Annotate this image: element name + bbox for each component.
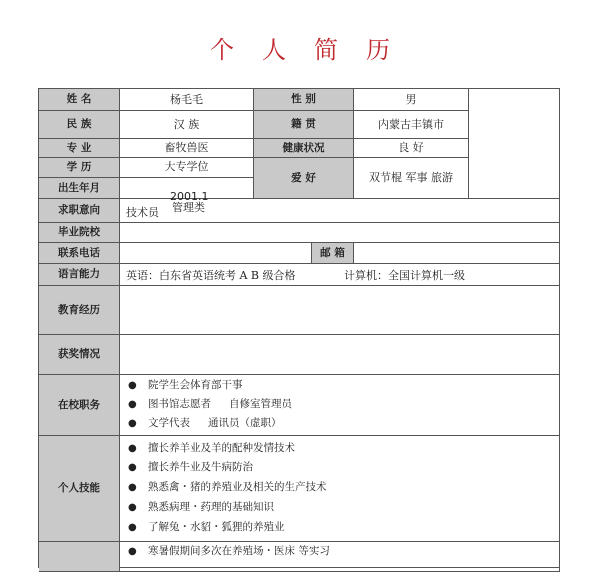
- email-label: 邮 箱: [312, 243, 354, 264]
- list-item: [128, 417, 282, 430]
- bullet-icon: ●: [128, 443, 137, 454]
- education-history-label: 教育经历: [39, 286, 120, 335]
- list-item: [128, 501, 274, 514]
- awards-value: [120, 335, 560, 375]
- list-item-text: 通讯员（虚职）: [208, 417, 282, 429]
- list-item-text: 熟悉病理・药理的基础知识: [148, 501, 274, 513]
- hometown-value: 内蒙古丰镇市: [354, 111, 469, 139]
- language-label: 语言能力: [39, 264, 120, 286]
- major-value: 畜牧兽医: [120, 139, 254, 158]
- education-history-value: [120, 286, 560, 335]
- bullet-icon: ●: [128, 418, 137, 429]
- photo-box: [469, 89, 560, 199]
- title-char: 人: [262, 36, 286, 64]
- title-char: 简: [314, 36, 338, 64]
- bullet-icon: ●: [128, 462, 137, 473]
- list-item-text: 图书馆志愿者: [148, 398, 211, 410]
- hobby-value: 双节棍 军事 旅游: [354, 158, 469, 199]
- birth-value: 2001.1: [170, 190, 209, 203]
- health-value: 良 好: [354, 139, 469, 158]
- hobby-label: 爱 好: [254, 158, 354, 199]
- page-title: [0, 30, 600, 65]
- list-item: [128, 442, 295, 455]
- list-item-text: 自修室管理员: [229, 398, 292, 410]
- list-item-text: 寒暑假期间多次在养殖场・医床 等实习: [148, 545, 330, 557]
- bullet-icon: ●: [128, 502, 137, 513]
- list-item: [128, 461, 253, 474]
- gender-label: 性 别: [254, 89, 354, 111]
- phone-label: 联系电话: [39, 243, 120, 264]
- list-item: [128, 481, 327, 494]
- resume-table: [38, 88, 560, 568]
- email-value: [354, 243, 560, 264]
- list-item-text: 擅长养羊业及羊的配种发情技术: [148, 442, 295, 454]
- bullet-icon: ●: [128, 522, 137, 533]
- skills-label: 个人技能: [39, 436, 120, 542]
- school-value: [120, 223, 560, 243]
- bullet-icon: ●: [128, 482, 137, 493]
- list-item-text: 院学生会体育部干事: [148, 379, 243, 391]
- health-label: 健康状况: [254, 139, 354, 158]
- language-cell: [120, 264, 560, 286]
- list-item-text: 擅长养牛业及牛病防治: [148, 461, 253, 473]
- awards-label: 获奖情况: [39, 335, 120, 375]
- phone-value: [120, 243, 312, 264]
- list-item: [128, 521, 285, 534]
- list-item-text: 文学代表: [148, 417, 190, 429]
- school-label: 毕业院校: [39, 223, 120, 243]
- ethnicity-label: 民 族: [39, 111, 120, 139]
- internship-list: [120, 542, 560, 572]
- name-value: 杨毛毛: [120, 89, 254, 111]
- ethnicity-value: 汉 族: [120, 111, 254, 139]
- bullet-icon: ●: [128, 546, 137, 557]
- job-value-2: 管理类: [172, 201, 205, 214]
- campus-role-label: 在校职务: [39, 375, 120, 436]
- list-item-text: 熟悉禽・猪的养殖业及相关的生产技术: [148, 481, 327, 493]
- campus-role-list: [120, 375, 560, 436]
- list-item: [128, 379, 243, 392]
- title-char: 个: [210, 36, 234, 64]
- list-item-text: 了解兔・水貂・狐狸的养殖业: [148, 521, 285, 533]
- bullet-icon: ●: [128, 380, 137, 391]
- job-value: 技术员: [126, 206, 159, 219]
- birth-label: 出生年月: [39, 178, 120, 199]
- title-char: 历: [366, 36, 390, 64]
- language-english: 英语：白东省英语统考 A B 级合格: [126, 269, 296, 282]
- list-item: [128, 398, 292, 411]
- job-cell: [120, 199, 560, 223]
- education-value: 大专学位: [120, 158, 254, 178]
- skills-list: [120, 436, 560, 542]
- birth-cell: [120, 178, 254, 203]
- hometown-label: 籍 贯: [254, 111, 354, 139]
- education-label: 学 历: [39, 158, 120, 178]
- next-section-label: [39, 542, 120, 572]
- major-label: 专 业: [39, 139, 120, 158]
- gender-value: 男: [354, 89, 469, 111]
- job-label: 求职意向: [39, 199, 120, 223]
- list-item: [128, 545, 330, 558]
- language-computer: 计算机：全国计算机一级: [344, 269, 465, 282]
- name-label: 姓 名: [39, 89, 120, 111]
- bullet-icon: ●: [128, 399, 137, 410]
